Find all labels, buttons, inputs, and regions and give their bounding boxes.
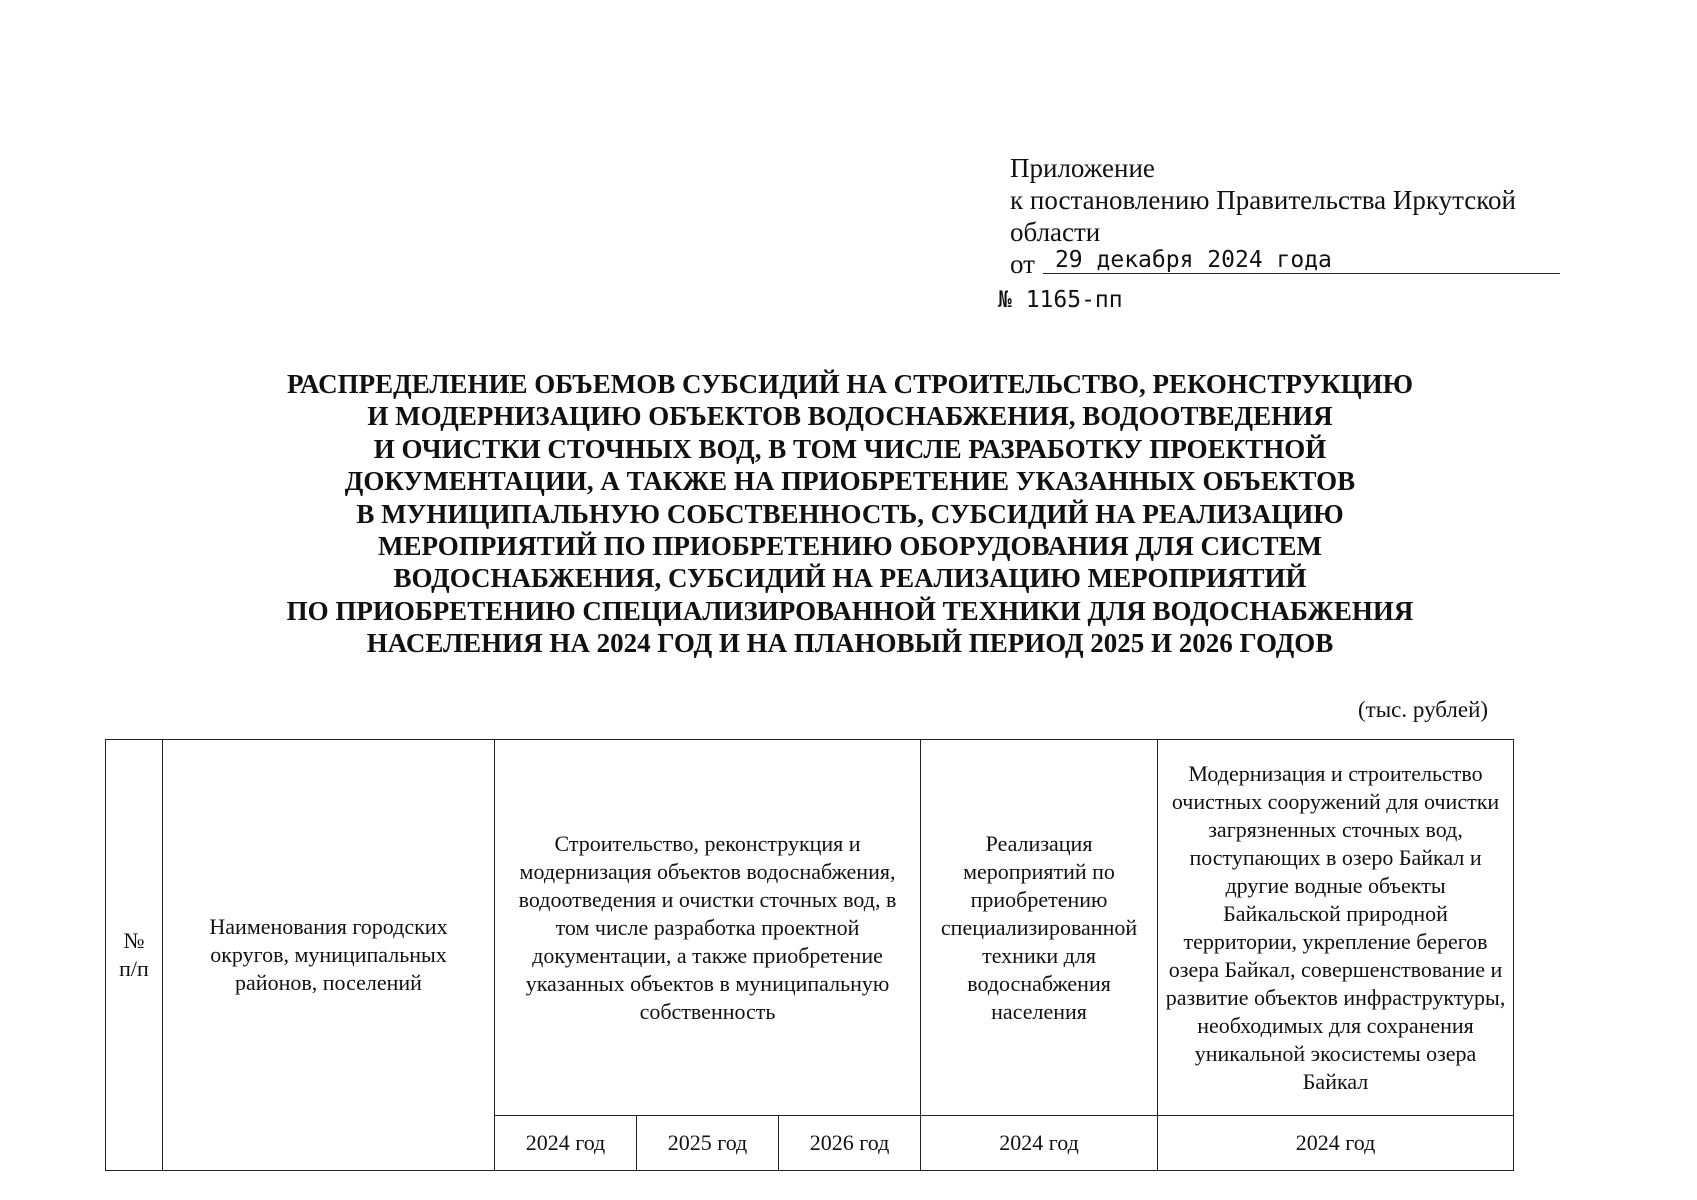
title-line: ПО ПРИОБРЕТЕНИЮ СПЕЦИАЛИЗИРОВАННОЙ ТЕХНИКИ ДЛЯ ВОДОСНАБЖЕНИЯ <box>286 595 1414 626</box>
year-baikal-2024: 2024 год <box>1158 1116 1514 1171</box>
header-construction: Строительство, реконструкция и модернизация объектов водоснабжения, водоотведения и очистки сточных вод, в том числе разработка проектной документации, а также приобретение указанных объектов в муниципальную собственность <box>495 740 921 1116</box>
year-construction-2026: 2026 год <box>779 1116 921 1171</box>
units-label: (тыс. рублей) <box>1358 697 1489 722</box>
subsidy-table <box>105 739 1514 1171</box>
title-line: И ОЧИСТКИ СТОЧНЫХ ВОД, В ТОМ ЧИСЛЕ РАЗРАБОТКУ ПРОЕКТНОЙ <box>373 433 1327 464</box>
appendix-date-line <box>1010 248 1570 280</box>
appendix-region-line: области <box>1010 217 1101 247</box>
appendix-resolution-line: к постановлению Правительства Иркутской <box>1010 185 1516 215</box>
appendix-block <box>998 152 1570 314</box>
document-title <box>150 368 1550 660</box>
title-line: В МУНИЦИПАЛЬНУЮ СОБСТВЕННОСТЬ, СУБСИДИЙ НА РЕАЛИЗАЦИЮ <box>356 498 1344 529</box>
header-municipality-name: Наименования городских округов, муниципальных районов, поселений <box>163 740 495 1171</box>
appendix-heading: Приложение <box>1010 153 1155 183</box>
title-line: ДОКУМЕНТАЦИИ, А ТАКЖЕ НА ПРИОБРЕТЕНИЕ УКАЗАННЫХ ОБЪЕКТОВ <box>344 466 1356 497</box>
title-line: ВОДОСНАБЖЕНИЯ, СУБСИДИЙ НА РЕАЛИЗАЦИЮ МЕРОПРИЯТИЙ <box>393 563 1307 594</box>
header-baikal: Модернизация и строительство очистных сооружений для очистки загрязненных сточных вод, поступающих в озеро Байкал и другие водные объекты Байкальской природной территории, укрепление берегов озера Байкал, совершенствование и развитие объектов инфраструктуры, необходимых для сохранения уникальной экосистемы озера Байкал <box>1158 740 1514 1116</box>
title-line: НАСЕЛЕНИЯ НА 2024 ГОД И НА ПЛАНОВЫЙ ПЕРИОД 2025 И 2026 ГОДОВ <box>366 628 1334 659</box>
date-prefix: от <box>1010 249 1035 279</box>
title-line: РАСПРЕДЕЛЕНИЕ ОБЪЕМОВ СУБСИДИЙ НА СТРОИТЕЛЬСТВО, РЕКОНСТРУКЦИЮ <box>286 369 1414 399</box>
year-construction-2024: 2024 год <box>495 1116 637 1171</box>
title-line: МЕРОПРИЯТИЙ ПО ПРИОБРЕТЕНИЮ ОБОРУДОВАНИЯ ДЛЯ СИСТЕМ <box>377 531 1322 562</box>
header-equipment: Реализация мероприятий по приобретению специализированной техники для водоснабжения населения <box>921 740 1158 1116</box>
table-header-row <box>106 740 1514 1116</box>
year-construction-2025: 2025 год <box>637 1116 779 1171</box>
header-number: № п/п <box>106 740 163 1171</box>
title-line: И МОДЕРНИЗАЦИЮ ОБЪЕКТОВ ВОДОСНАБЖЕНИЯ, ВОДООТВЕДЕНИЯ <box>367 401 1333 432</box>
appendix-number: № 1165-пп <box>998 287 1123 313</box>
appendix-date: 29 декабря 2024 года <box>1043 247 1560 274</box>
year-equipment-2024: 2024 год <box>921 1116 1158 1171</box>
